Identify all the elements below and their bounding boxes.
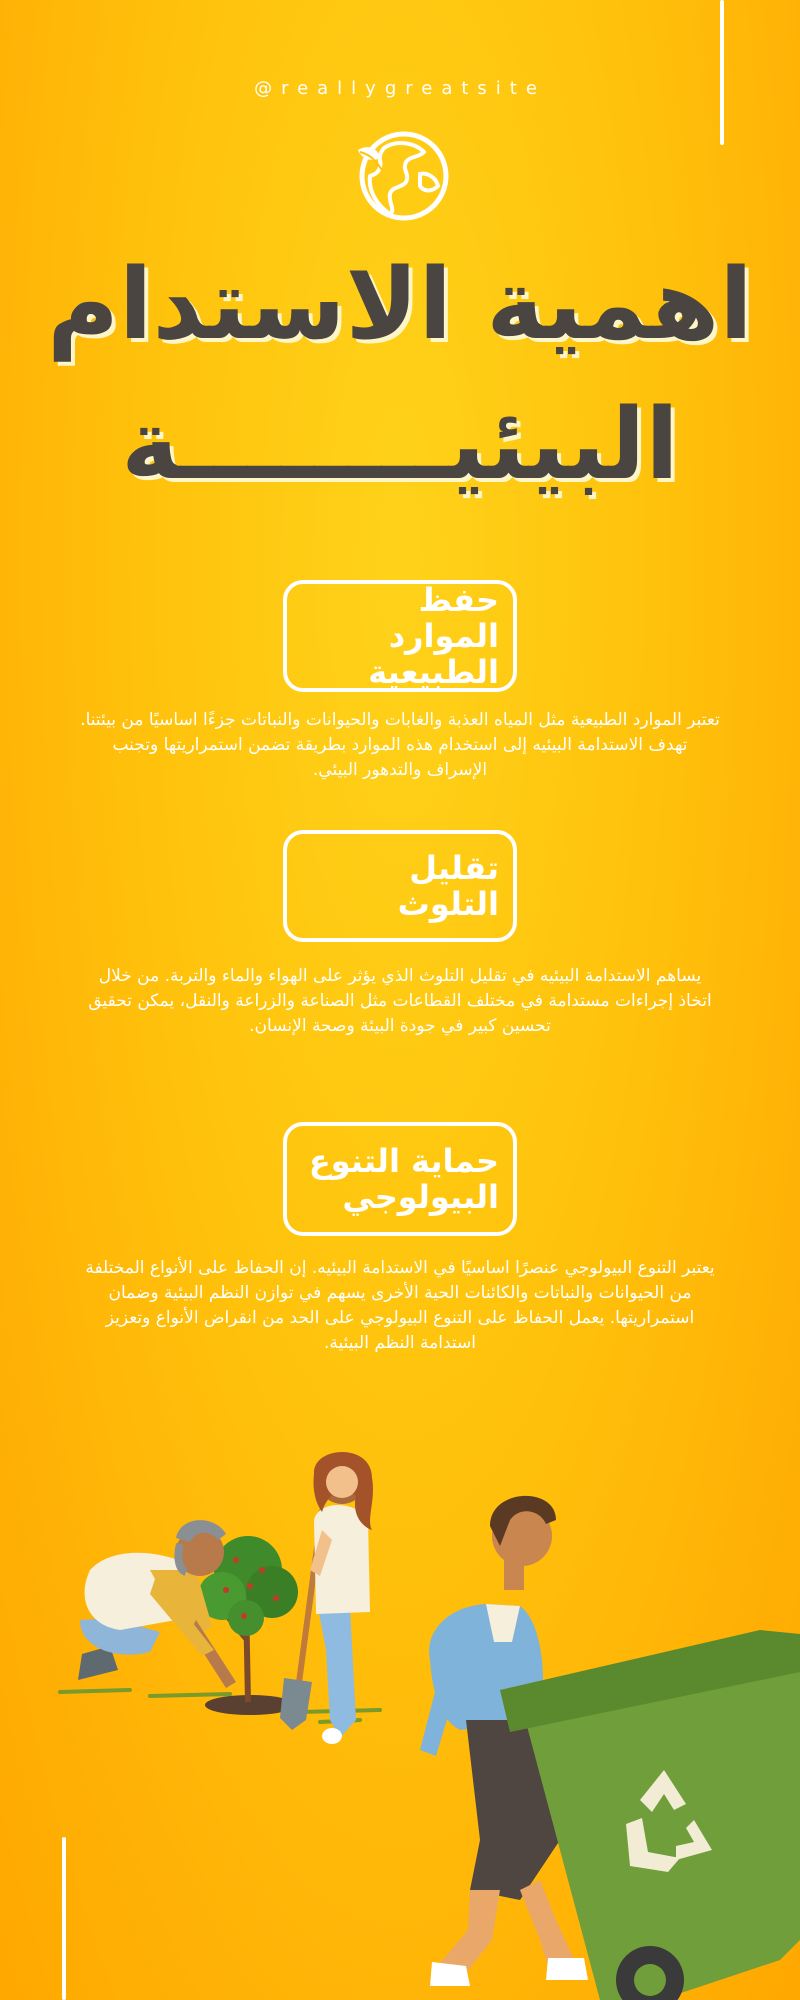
section-title-box-1 [283,580,517,692]
section-title-2: تقليل التلوث [397,849,499,923]
main-title-line-2: البيئيــــــــة [121,388,679,502]
section-title-3: حماية التنوع البيولوجي [308,1142,499,1216]
section-title-1: حفظ الموارد الطبيعية [368,581,499,691]
people-planting-and-recycling-illustration [0,1420,800,2000]
site-handle: @reallygreatsite [254,78,546,99]
section-title-box-3 [283,1122,517,1236]
main-title-line-1: اهمية الاستدام [47,248,753,362]
section-body-2: يساهم الاستدامة البيئيه في تقليل التلوث الذي يؤثر على الهواء والماء والتربة. من خلال اتخاذ إجراءات مستدامة في مختلف القطاعات مثل الصناعة والزراعة والنقل، يمكن تحقيق تحسين كبير في جودة البيئة وصحة الإنسان. [88,966,712,1036]
section-body-1: تعتبر الموارد الطبيعية مثل المياه العذبة والغابات والحيوانات والنباتات جزءًا اساسيًا من بيئتنا. تهدف الاستدامة البيئيه إلى استخدام هذه الموارد بطريقة تضمن استمراريتها وتجنب الإسراف والتدهور البيئي. [80,710,720,780]
globe-leaf-icon [344,118,456,230]
decorative-line-top-right [720,0,724,145]
section-title-box-2 [283,830,517,942]
section-body-3: يعتبر التنوع البيولوجي عنصرًا اساسيًا في الاستدامة البيئيه. إن الحفاظ على الأنواع المختلفة من الحيوانات والنباتات والكائنات الحية الأخرى يسهم في توازن النظم البيئية وضمان استمراريتها. يعمل الحفاظ على التنوع البيولوجي على الحد من انقراض الأنواع وتعزيز استدامة النظم البيئية. [85,1258,715,1353]
